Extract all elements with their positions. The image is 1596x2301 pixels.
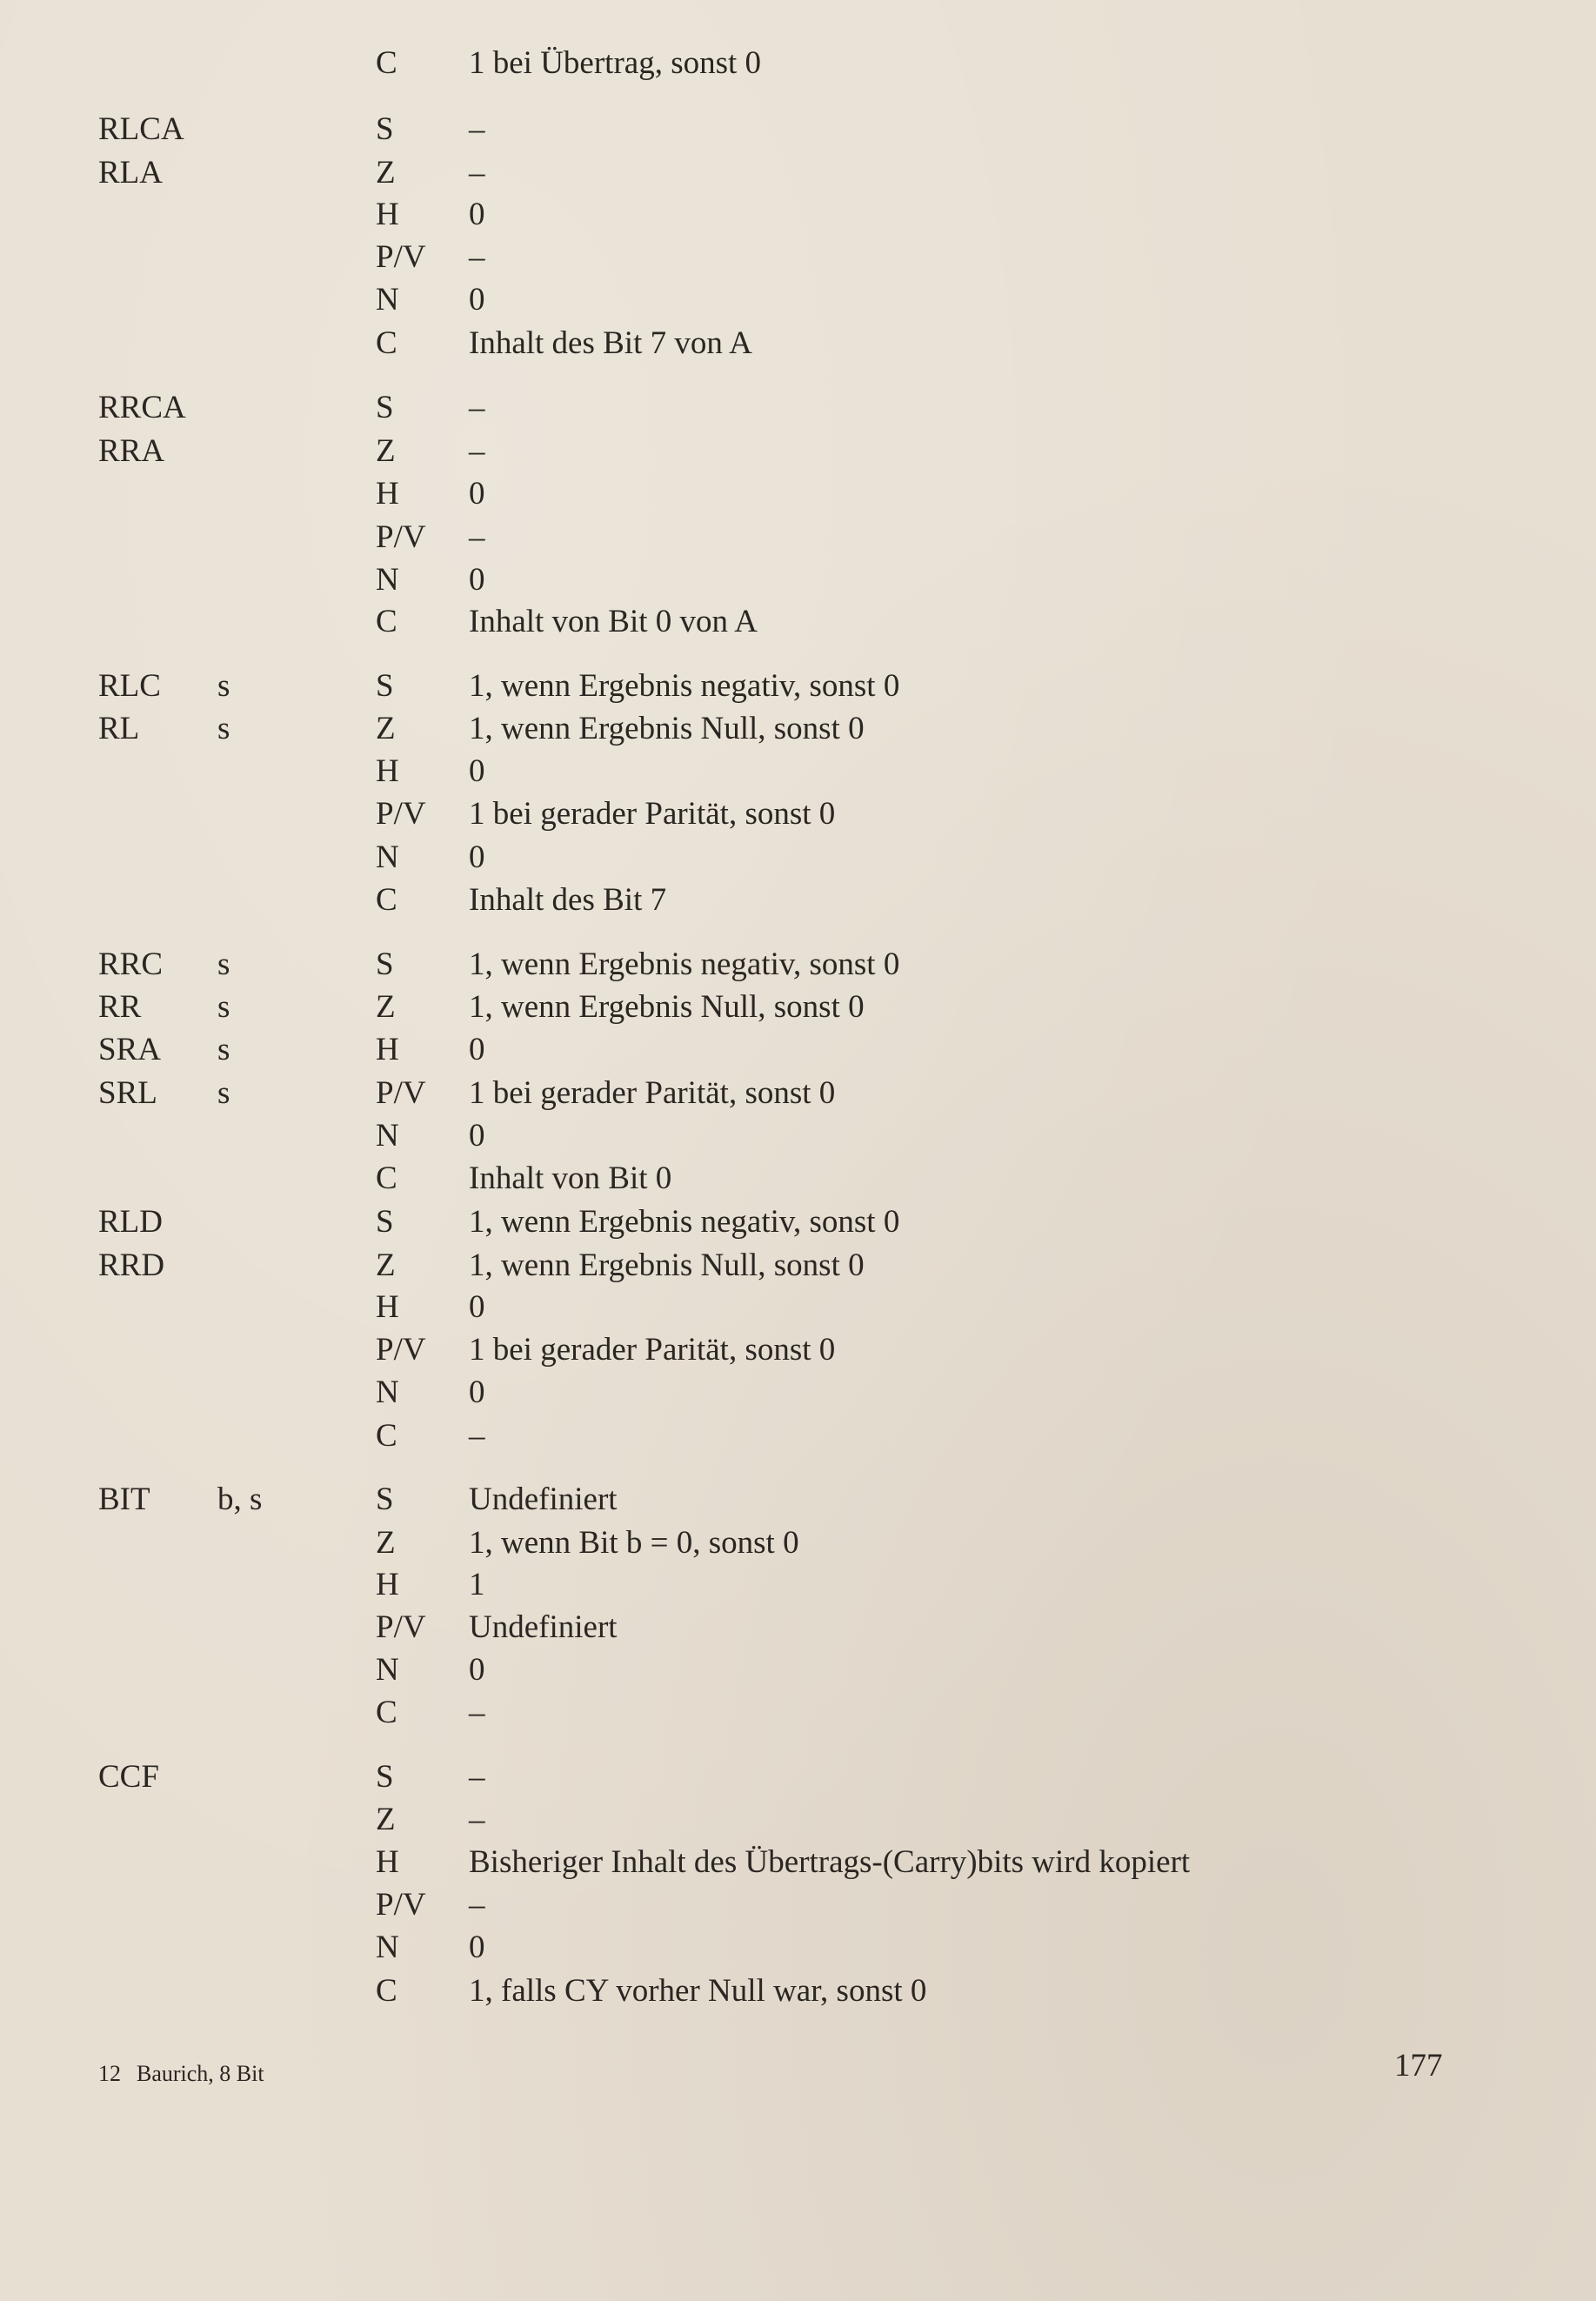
flag: C [376,45,397,81]
operand: s [217,946,230,982]
flag: C [376,604,397,639]
flag-effect: – [469,1759,485,1795]
table-row [0,986,1596,1028]
flag-effect: – [469,155,485,191]
flag-effect: 1, wenn Bit b = 0, sonst 0 [469,1525,799,1561]
table-row [0,1028,1596,1071]
operand: s [217,711,230,746]
flag-effect: 1, wenn Ergebnis Null, sonst 0 [469,989,865,1025]
flag-effect: – [469,1418,485,1454]
flag: H [376,1032,399,1067]
flag: Z [376,711,396,746]
table-row [0,472,1596,515]
flag: Z [376,1802,396,1837]
operand: b, s [217,1482,263,1517]
table-row [0,1478,1596,1521]
flag: C [376,882,397,918]
flag-effect: 1, wenn Ergebnis Null, sonst 0 [469,1247,865,1283]
flag: H [376,753,399,789]
flag-effect: 0 [469,197,485,232]
flag-effect: – [469,433,485,469]
flag-effect: 0 [469,839,485,875]
flag: H [376,1567,399,1602]
table-row [0,1883,1596,1926]
flag: N [376,282,399,318]
flag: C [376,1695,397,1730]
table-row [0,1415,1596,1457]
flag-effect: Undefiniert [469,1482,618,1517]
mnemonic: BIT [98,1482,150,1517]
table-row [0,42,1596,84]
flag-effect: 0 [469,1289,485,1325]
flag-effect: 1 bei gerader Parität, sonst 0 [469,796,836,832]
flag: P/V [376,239,426,275]
flag: H [376,197,399,232]
mnemonic: RLC [98,668,161,704]
flag: Z [376,433,396,469]
flag-effect: Inhalt von Bit 0 von A [469,604,758,639]
flag: P/V [376,519,426,555]
flag-effect: 0 [469,753,485,789]
flag-effect: 0 [469,562,485,598]
table-row [0,1244,1596,1287]
table-row [0,108,1596,151]
mnemonic: RL [98,711,140,746]
operand: s [217,1075,230,1111]
table-row [0,836,1596,879]
table-row [0,236,1596,278]
flag-effect: 1, wenn Ergebnis Null, sonst 0 [469,711,865,746]
mnemonic: SRA [98,1032,161,1067]
flag: Z [376,155,396,191]
mnemonic: SRL [98,1075,157,1111]
flag-effect: Bisheriger Inhalt des Übertrags-(Carry)bits wird kopiert [469,1844,1191,1880]
table-row [0,793,1596,835]
table-row [0,1286,1596,1328]
table-row [0,151,1596,194]
mnemonic: RRCA [98,390,186,425]
flag: C [376,1161,397,1196]
flag: N [376,562,399,598]
flag-effect: Inhalt von Bit 0 [469,1161,672,1196]
table-row [0,1157,1596,1200]
table-row [0,943,1596,986]
flag-effect: 0 [469,1032,485,1067]
mnemonic: RR [98,989,142,1025]
flag: N [376,1118,399,1154]
table-row [0,516,1596,559]
flag: N [376,1375,399,1410]
flag: Z [376,989,396,1025]
flag-effect: – [469,519,485,555]
flag-effect: 1 bei Übertrag, sonst 0 [469,45,762,81]
flag-effect: Undefiniert [469,1609,618,1645]
book-reference: Baurich, 8 Bit [137,2061,264,2086]
table-row [0,707,1596,750]
table-row [0,559,1596,601]
table-row [0,322,1596,365]
flag-effect: 1 bei gerader Parität, sonst 0 [469,1332,836,1368]
flag-effect: 1, falls CY vorher Null war, sonst 0 [469,1973,927,2009]
mnemonic: RLCA [98,111,184,147]
operand: s [217,989,230,1025]
flag-effect: 1, wenn Ergebnis negativ, sonst 0 [469,1204,900,1240]
flag: N [376,839,399,875]
flag-effect: – [469,390,485,425]
table-row [0,430,1596,472]
flag-effect: Inhalt des Bit 7 von A [469,325,752,361]
flag-effect: – [469,1802,485,1837]
flag: H [376,1844,399,1880]
table-row [0,750,1596,793]
flag: S [376,946,394,982]
flag-effect: 1, wenn Ergebnis negativ, sonst 0 [469,668,900,704]
table-row [0,665,1596,707]
page-footer [98,2057,264,2091]
flag: Z [376,1247,396,1283]
flag: S [376,1204,394,1240]
flag-effect: 0 [469,1652,485,1688]
flag: N [376,1930,399,1965]
table-row [0,1606,1596,1649]
flag: Z [376,1525,396,1561]
flag: S [376,1482,394,1517]
flag-effect: 0 [469,1118,485,1154]
table-row [0,1841,1596,1883]
sheet-signature: 12 [98,2061,121,2086]
table-row [0,1691,1596,1734]
flag-effect: 1, wenn Ergebnis negativ, sonst 0 [469,946,900,982]
table-row [0,1563,1596,1606]
table-row [0,278,1596,321]
flag-effect: – [469,1887,485,1923]
flag: C [376,1418,397,1454]
table-row [0,1328,1596,1371]
flag: P/V [376,1075,426,1111]
table-row [0,1649,1596,1691]
table-row [0,1114,1596,1157]
table-row [0,1798,1596,1841]
flag-effect: 0 [469,282,485,318]
flag: S [376,111,394,147]
flag-effect: 1 bei gerader Parität, sonst 0 [469,1075,836,1111]
flag: P/V [376,1609,426,1645]
table-row [0,879,1596,921]
operand: s [217,668,230,704]
mnemonic: RRA [98,433,165,469]
flag: P/V [376,796,426,832]
flag: S [376,668,394,704]
table-row [0,1201,1596,1243]
flag-effect: 0 [469,1375,485,1410]
flag: S [376,390,394,425]
flag: H [376,1289,399,1325]
table-row [0,1926,1596,1969]
flag: H [376,476,399,512]
flag: N [376,1652,399,1688]
table-row [0,1072,1596,1114]
flag-effect: 0 [469,476,485,512]
flag: P/V [376,1332,426,1368]
operand: s [217,1032,230,1067]
table-row [0,1970,1596,2012]
flag-effect: – [469,239,485,275]
table-row [0,600,1596,643]
mnemonic: RLA [98,155,163,191]
flag-effect: 0 [469,1930,485,1965]
table-row [0,1756,1596,1798]
flag-effect: – [469,111,485,147]
flag-effect: 1 [469,1567,485,1602]
mnemonic: RRC [98,946,164,982]
mnemonic: RRD [98,1247,165,1283]
table-row [0,386,1596,429]
flag-effect: Inhalt des Bit 7 [469,882,667,918]
table-row [0,1522,1596,1564]
mnemonic: CCF [98,1759,159,1795]
flag-effect: – [469,1695,485,1730]
mnemonic: RLD [98,1204,163,1240]
flag: S [376,1759,394,1795]
flag: C [376,325,397,361]
flag: C [376,1973,397,2009]
page-number: 177 [1394,2048,1443,2084]
table-row [0,1371,1596,1414]
table-row [0,193,1596,236]
flag: P/V [376,1887,426,1923]
